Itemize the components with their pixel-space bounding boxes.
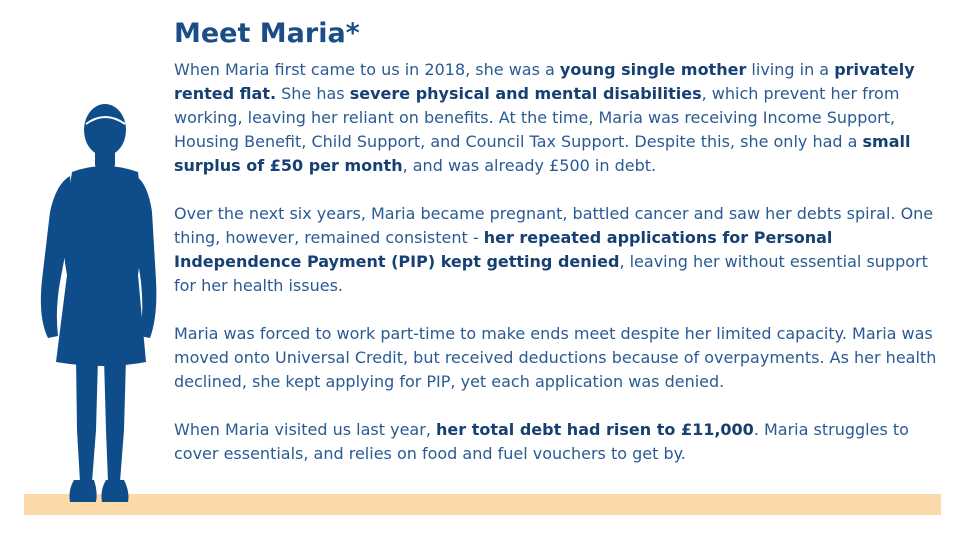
highlight-text: severe physical and mental disabilities — [349, 84, 702, 103]
text-run: Over the next six years, Maria became pregnant, battled cancer and saw her debts spiral. One thing, however, remained consistent - — [174, 204, 934, 247]
page-title: Meet Maria* — [174, 18, 360, 49]
text-run: living in a — [746, 60, 835, 79]
paragraph-debt — [174, 418, 939, 466]
highlight-text: her repeated applications for Personal Independence Payment (PIP) kept getting denied — [174, 228, 833, 271]
text-run: She has — [276, 84, 350, 103]
text-run: , which prevent her from working, leaving her reliant on benefits. At the time, Maria was receiving Income Support, Housing Benefit, Child Support, and Council Tax Support. Despite this, she only had a — [174, 84, 900, 151]
paragraph-work — [174, 322, 939, 394]
highlight-text: small surplus of £50 per month — [174, 132, 911, 175]
story-text — [174, 58, 939, 490]
text-run: . Maria struggles to cover essentials, and relies on food and fuel vouchers to get by. — [174, 420, 909, 463]
highlight-text: young single mother — [559, 60, 747, 79]
text-run: When Maria visited us last year, — [174, 420, 436, 439]
woman-silhouette-icon — [30, 100, 162, 508]
highlight-text: privately rented flat. — [174, 60, 915, 103]
text-run: , leaving her without essential support for her health issues. — [174, 252, 928, 295]
text-run: When Maria first came to us in 2018, she was a — [174, 60, 560, 79]
text-run: , and was already £500 in debt. — [402, 156, 657, 175]
paragraph-intro — [174, 58, 939, 178]
text-run: Maria was forced to work part-time to make ends meet despite her limited capacity. Maria was moved onto Universal Credit, but received deductions because of overpayments. As her health declined, she kept applying for PIP, yet each application was denied. — [174, 324, 937, 391]
paragraph-pip — [174, 202, 939, 298]
highlight-text: her total debt had risen to £11,000 — [435, 420, 754, 439]
